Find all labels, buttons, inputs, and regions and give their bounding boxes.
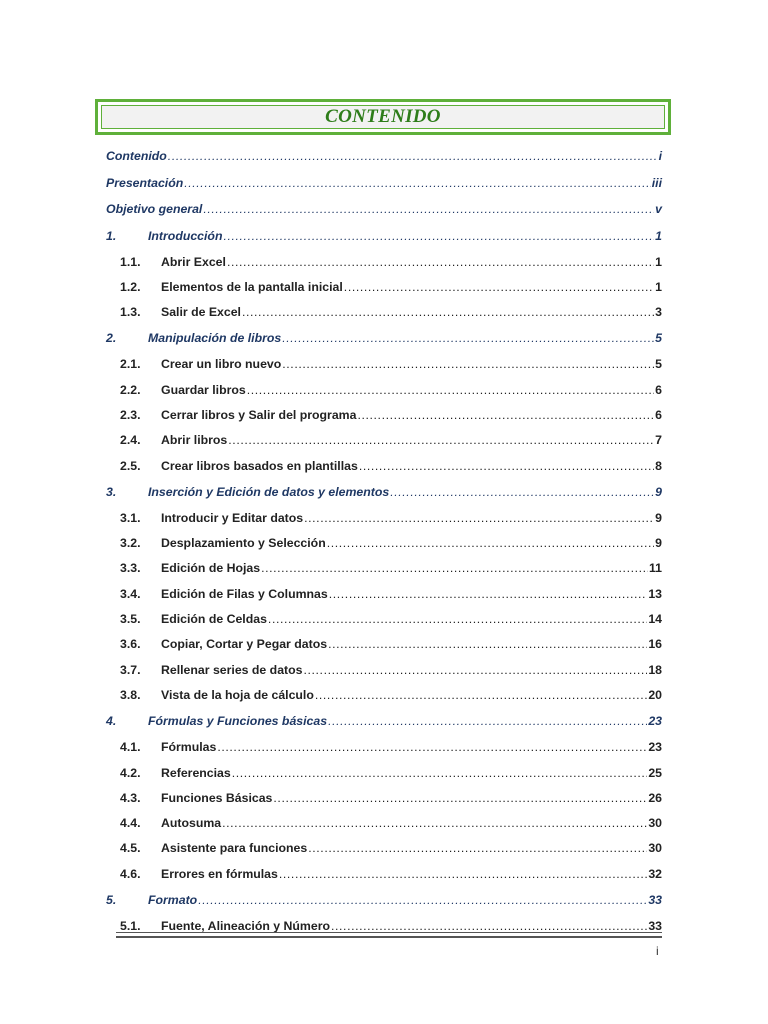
toc-dot-leader [261, 556, 648, 581]
toc-entry[interactable] [106, 300, 662, 325]
toc-entry-title: Inserción y Edición de datos y elementos [148, 484, 390, 499]
toc-entry[interactable] [106, 454, 662, 479]
title-box [95, 99, 671, 135]
toc-entry[interactable] [106, 378, 662, 403]
toc-entry-number: 3. [106, 484, 117, 499]
toc-entry[interactable] [106, 223, 662, 250]
toc-dot-leader [282, 352, 654, 377]
toc-entry-title: Crear libros basados en plantillas [161, 458, 358, 473]
toc-entry-number: 3.5. [120, 612, 141, 627]
toc-entry[interactable] [106, 582, 662, 607]
toc-entry[interactable] [106, 556, 662, 581]
toc-entry-title: Cerrar libros y Salir del programa [161, 407, 357, 422]
toc-entry-page: 9 [655, 510, 662, 525]
toc-entry-title: Objetivo general [106, 202, 203, 216]
toc-entry[interactable] [106, 479, 662, 506]
toc-entry-page: 30 [648, 816, 662, 831]
toc-dot-leader [247, 378, 654, 403]
toc-dot-leader [359, 454, 654, 479]
toc-entry-number: 3.3. [120, 561, 141, 576]
toc-dot-leader [328, 708, 647, 735]
toc-entry-title: Presentación [106, 175, 184, 190]
toc-dot-leader [327, 531, 654, 556]
toc-dot-leader [279, 862, 647, 887]
toc-entry-page: v [655, 202, 662, 216]
toc-entry[interactable] [106, 250, 662, 275]
toc-entry-page: 25 [648, 765, 662, 780]
toc-entry-title: Guardar libros [161, 382, 246, 397]
toc-entry-number: 3.6. [120, 637, 141, 652]
toc-dot-leader [203, 196, 654, 223]
toc-entry-number: 4.5. [120, 841, 141, 856]
toc-dot-leader [223, 223, 654, 250]
toc-entry[interactable] [106, 632, 662, 657]
footer-rule-thin [116, 932, 662, 933]
toc-entry-page: 23 [648, 714, 662, 729]
toc-entry-title: Copiar, Cortar y Pegar datos [161, 637, 328, 652]
toc-entry[interactable] [106, 811, 662, 836]
toc-dot-leader [198, 887, 647, 914]
toc-entry-page: 5 [655, 357, 662, 372]
toc-entry-title: Asistente para funciones [161, 841, 308, 856]
toc-entry-page: 6 [655, 382, 662, 397]
toc-entry-title: Contenido [106, 149, 167, 163]
page-number: i [656, 944, 659, 958]
title-inner [101, 105, 665, 129]
toc-entry-number: 2.5. [120, 458, 141, 473]
toc-entry-number: 2.2. [120, 382, 141, 397]
toc-entry-page: 1 [655, 254, 662, 269]
toc-entry[interactable] [106, 170, 662, 197]
toc-entry-number: 3.4. [120, 586, 141, 601]
toc-entry-page: 11 [649, 561, 662, 576]
toc-entry-title: Vista de la hoja de cálculo [161, 687, 314, 702]
toc-entry-page: 26 [648, 790, 662, 805]
toc-entry[interactable] [106, 531, 662, 556]
toc-entry[interactable] [106, 836, 662, 861]
toc-entry-number: 1.2. [120, 279, 141, 294]
toc-entry[interactable] [106, 275, 662, 300]
toc-entry-title: Fórmulas y Funciones básicas [148, 714, 328, 729]
toc-entry-title: Fórmulas [161, 740, 217, 755]
toc-entry-title: Salir de Excel [161, 305, 241, 320]
footer-rule-thick [116, 936, 662, 938]
toc-entry-number: 2. [106, 331, 117, 346]
toc-entry-title: Desplazamiento y Selección [161, 536, 326, 551]
toc-entry-page: 20 [648, 687, 662, 702]
toc-entry-title: Introducir y Editar datos [161, 510, 304, 525]
toc-dot-leader [315, 683, 647, 708]
toc-dot-leader [168, 143, 658, 170]
toc-entry-number: 4.3. [120, 790, 141, 805]
toc-entry[interactable] [106, 735, 662, 760]
toc-entry-page: 7 [655, 433, 662, 448]
toc-entry-number: 4.6. [120, 866, 141, 881]
toc-entry-title: Elementos de la pantalla inicial [161, 279, 343, 294]
toc-entry-page: 16 [648, 637, 662, 652]
toc-entry-number: 2.1. [120, 357, 141, 372]
toc-entry[interactable] [106, 658, 662, 683]
toc-entry-number: 3.7. [120, 662, 141, 677]
toc-entry-number: 4.2. [120, 765, 141, 780]
toc-dot-leader [268, 607, 647, 632]
toc-entry[interactable] [106, 325, 662, 352]
toc-entry-page: 9 [655, 484, 662, 499]
toc-entry-number: 4.4. [120, 816, 141, 831]
toc-dot-leader [308, 836, 647, 861]
toc-entry[interactable] [106, 352, 662, 377]
toc-entry-page: 6 [655, 407, 662, 422]
toc-entry-page: 23 [648, 740, 662, 755]
toc-entry-title: Errores en fórmulas [161, 866, 278, 881]
toc-entry-page: iii [651, 175, 662, 190]
toc-entry-title: Fuente, Alineación y Número [161, 919, 330, 934]
toc-entry-page: 1 [655, 228, 662, 243]
toc-entry-page: 1 [655, 279, 662, 294]
toc-entry-number: 3.2. [120, 536, 141, 551]
toc-entry[interactable] [106, 506, 662, 531]
toc-dot-leader [222, 811, 647, 836]
toc-entry[interactable] [106, 761, 662, 786]
toc-dot-leader [217, 735, 647, 760]
toc-entry-page: 9 [655, 536, 662, 551]
toc-entry-page: 5 [655, 331, 662, 346]
toc-entry-page: 14 [648, 612, 662, 627]
toc-entry-title: Formato [148, 893, 198, 908]
toc-entry[interactable] [106, 143, 662, 170]
toc-dot-leader [304, 506, 654, 531]
toc-entry-title: Edición de Celdas [161, 612, 267, 627]
toc-dot-leader [227, 250, 654, 275]
toc-entry-number: 3.1. [120, 510, 141, 525]
toc-entry-page: 18 [648, 662, 662, 677]
toc-entry[interactable] [106, 708, 662, 735]
toc-entry-title: Rellenar series de datos [161, 662, 303, 677]
toc-entry-title: Manipulación de libros [148, 331, 282, 346]
toc-entry-title: Edición de Filas y Columnas [161, 586, 328, 601]
toc-dot-leader [242, 300, 654, 325]
toc-dot-leader [282, 325, 654, 352]
toc-dot-leader [232, 761, 648, 786]
toc-dot-leader [390, 479, 654, 506]
toc-entry-title: Introducción [148, 228, 223, 243]
toc-entry-page: 8 [655, 458, 662, 473]
toc-entry-number: 1.1. [120, 254, 141, 269]
toc-entry-number: 4. [106, 714, 117, 729]
toc-entry[interactable] [106, 786, 662, 811]
toc-entry-number: 1.3. [120, 305, 141, 320]
toc-entry-number: 5. [106, 893, 117, 908]
table-of-contents [106, 143, 662, 939]
toc-entry-page: 13 [648, 586, 662, 601]
toc-dot-leader [303, 658, 647, 683]
toc-dot-leader [228, 428, 654, 453]
toc-entry-number: 5.1. [120, 919, 141, 934]
toc-dot-leader [184, 170, 651, 197]
toc-entry-number: 2.3. [120, 407, 141, 422]
toc-entry-title: Funciones Básicas [161, 790, 273, 805]
toc-entry-page: 3 [655, 305, 662, 320]
toc-entry-title: Abrir Excel [161, 254, 226, 269]
toc-entry-title: Referencias [161, 765, 231, 780]
toc-entry-title: Abrir libros [161, 433, 228, 448]
page-title: CONTENIDO [325, 106, 441, 127]
toc-dot-leader [273, 786, 647, 811]
toc-entry[interactable] [106, 607, 662, 632]
toc-entry-title: Edición de Hojas [161, 561, 261, 576]
toc-entry-number: 1. [106, 228, 117, 243]
toc-dot-leader [328, 632, 647, 657]
toc-entry-title: Autosuma [161, 816, 222, 831]
toc-entry[interactable] [106, 428, 662, 453]
toc-entry-number: 2.4. [120, 433, 141, 448]
toc-entry-page: 30 [648, 841, 662, 856]
toc-entry[interactable] [106, 196, 662, 223]
toc-entry-number: 3.8. [120, 687, 141, 702]
toc-entry-page: i [658, 149, 662, 163]
toc-entry-page: 33 [648, 893, 662, 908]
toc-entry[interactable] [106, 683, 662, 708]
toc-entry[interactable] [106, 403, 662, 428]
toc-entry-number: 4.1. [120, 740, 141, 755]
toc-dot-leader [344, 275, 654, 300]
toc-entry-title: Crear un libro nuevo [161, 357, 282, 372]
toc-entry[interactable] [106, 887, 662, 914]
toc-entry-page: 32 [648, 866, 662, 881]
toc-dot-leader [357, 403, 654, 428]
toc-dot-leader [329, 582, 648, 607]
toc-entry[interactable] [106, 862, 662, 887]
toc-entry-page: 33 [648, 919, 662, 934]
